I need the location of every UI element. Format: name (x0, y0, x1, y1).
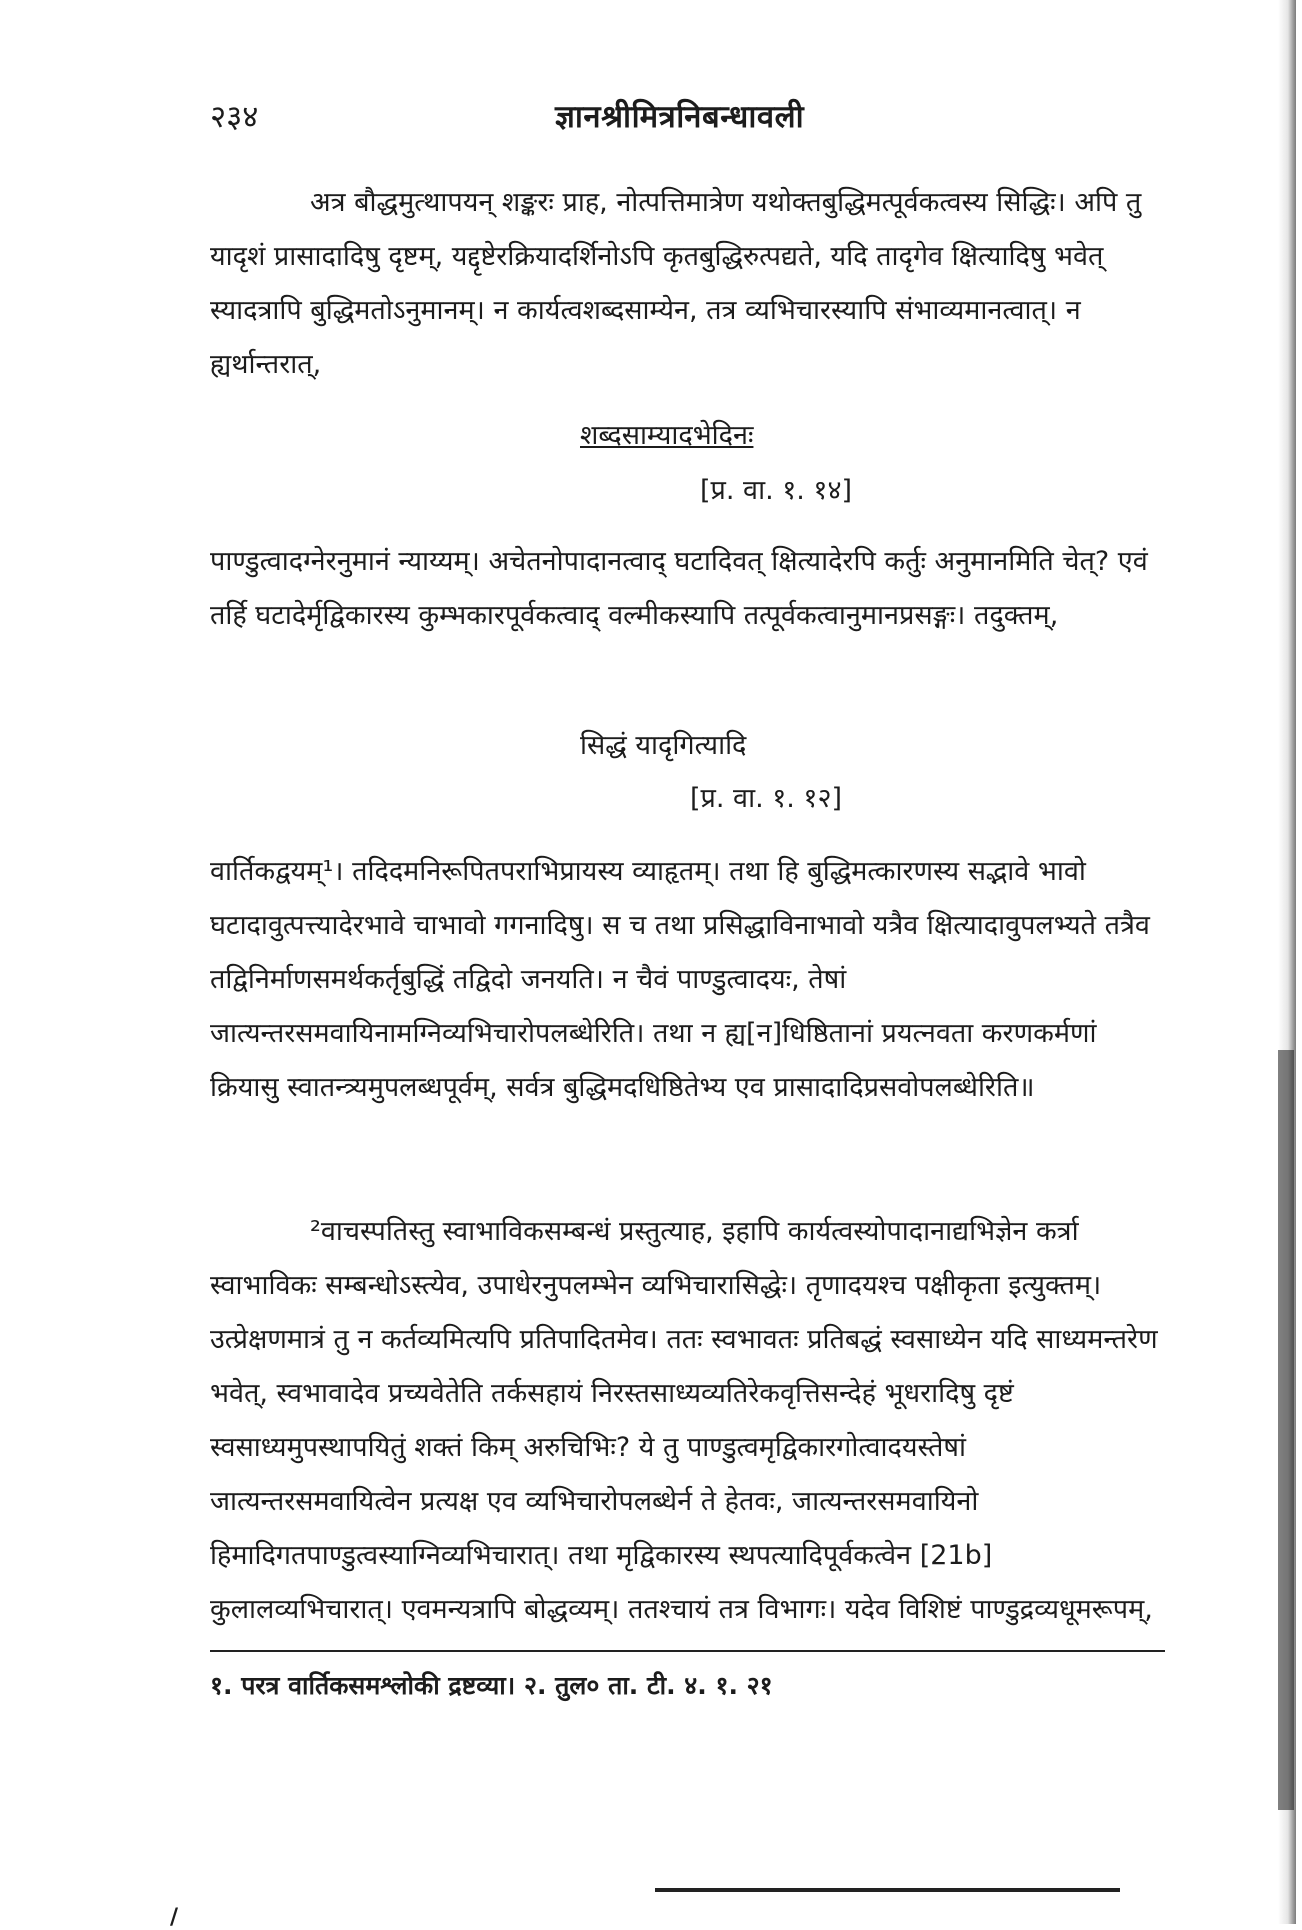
paragraph-1 (210, 176, 1165, 392)
page-edge-dark-band (1278, 1050, 1294, 1810)
paragraph-2-text: पाण्डुत्वादग्नेरनुमानं न्याय्यम्। अचेतनोपादानत्वाद् घटादिवत् क्षित्यादेरपि कर्तुः अनुमानमिति चेत्? एवं तर्हि घटादेर्मृद्विकारस्य कुम्भकारपूर्वकत्वाद् वल्मीकस्यापि तत्पूर्वकत्वानुमानप्रसङ्गः। तदुक्तम्, (210, 546, 1148, 631)
page-header (0, 95, 1302, 145)
paragraph-4-text: ²वाचस्पतिस्तु स्वाभाविकसम्बन्धं प्रस्तुत्याह, इहापि कार्यत्वस्योपादानाद्यभिज्ञेन कर्त्रा स्वाभाविकः सम्बन्धोऽस्त्येव, उपाधेरनुपलम्भेन व्यभिचारासिद्धेः। तृणादयश्च पक्षीकृता इत्युक्तम्। उत्प्रेक्षणमात्रं तु न कर्तव्यमित्यपि प्रतिपादितमेव। ततः स्वभावतः प्रतिबद्धं स्वसाध्येन यदि साध्यमन्तरेण भवेत्, स्वभावादेव प्रच्यवेतेति तर्कसहायं निरस्तसाध्यव्यतिरेकवृत्तिसन्देहं भूधरादिषु दृष्टं स्वसाध्यमुपस्थापयितुं शक्तं किम् अरुचिभिः? ये तु पाण्डुत्वमृद्विकारगोत्वादयस्तेषां जात्यन्तरसमवायित्वेन प्रत्यक्ष एव व्यभिचारोपलब्धेर्न ते हेतवः, जात्यन्तरसमवायिनो हिमादिगतपाण्डुत्वस्याग्निव्यभिचारात्। तथा मृद्विकारस्य स्थपत्यादिपूर्वकत्वेन [21b] कुलालव्यभिचारात्। एवमन्यत्रापि बोद्धव्यम्। ततश्चायं तत्र विभागः। यदेव विशिष्टं पाण्डुद्रव्यधूमरूपम्, (210, 1216, 1158, 1625)
paragraph-1-text: अत्र बौद्धमुत्थापयन् शङ्करः प्राह, नोत्पत्तिमात्रेण यथोक्तबुद्धिमत्पूर्वकत्वस्य सिद्धिः। अपि तु यादृशं प्रासादादिषु दृष्टम्, यद्दृष्टेरक्रियादर्शिनोऽपि कृतबुद्धिरुत्पद्यते, यदि तादृगेव क्षित्यादिषु भवेत् स्यादत्रापि बुद्धिमतोऽनुमानम्। न कार्यत्वशब्दसाम्येन, तत्र व्यभिचारस्यापि संभाव्यमानत्वात्। न ह्यर्थान्तरात्, (210, 187, 1142, 380)
bottom-rule (655, 1888, 1120, 1892)
footnotes: १. परत्र वार्तिकसमश्लोकी द्रष्टव्या। २. तुल० ता. टी. ४. १. २१ (210, 1671, 773, 1700)
stray-mark: / (170, 1905, 179, 1930)
verse-quote-1: शब्दसाम्यादभेदिनः (580, 420, 754, 451)
paragraph-3 (210, 845, 1165, 1115)
page-number: २३४ (210, 99, 259, 135)
paragraph-3-text: वार्तिकद्वयम्¹। तदिदमनिरूपितपराभिप्रायस्य व्याहृतम्। तथा हि बुद्धिमत्कारणस्य सद्भावे भावो घटादावुत्पत्त्यादेरभावे चाभावो गगनादिषु। स च तथा प्रसिद्धाविनाभावो यत्रैव क्षित्यादावुपलभ्यते तत्रैव तद्विनिर्माणसमर्थकर्तृबुद्धिं तद्विदो जनयति। न चैवं पाण्डुत्वादयः, तेषां जात्यन्तरसमवायिनामग्निव्यभिचारोपलब्धेरिति। तथा न ह्य[न]धिष्ठितानां प्रयत्नवता करणकर्मणां क्रियासु स्वातन्त्र्यमुपलब्धपूर्वम्, सर्वत्र बुद्धिमदधिष्ठितेभ्य एव प्रासादादिप्रसवोपलब्धेरिति॥ (210, 856, 1150, 1103)
running-title: ज्ञानश्रीमित्रनिबन्धावली (555, 99, 805, 135)
paragraph-4 (210, 1205, 1165, 1637)
footnote-rule (210, 1650, 1165, 1652)
paragraph-2 (210, 535, 1165, 643)
citation-1: [प्र. वा. १. १४] (700, 475, 853, 506)
citation-2: [प्र. वा. १. १२] (690, 783, 843, 814)
verse-quote-2: सिद्धं यादृगित्यादि (580, 730, 747, 761)
